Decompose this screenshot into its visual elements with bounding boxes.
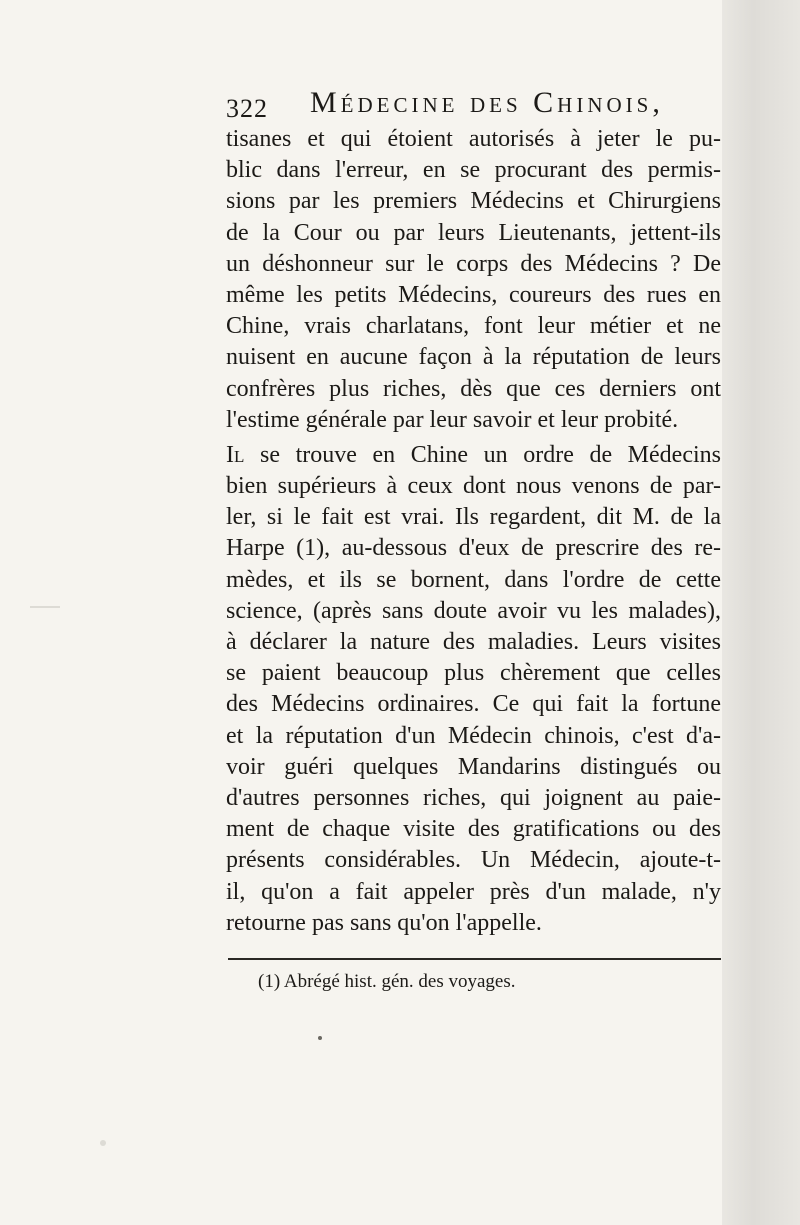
running-title: Médecine des Chinois, (310, 86, 664, 119)
text-line: bien supérieurs à ceux dont nous venons de par- (226, 473, 721, 500)
text-line: mèdes, et ils se bornent, dans l'ordre de cette (226, 566, 721, 593)
text-line: des Médecins ordinaires. Ce qui fait la fortune (226, 691, 721, 718)
page-number: 322 (226, 94, 268, 123)
text-line: un déshonneur sur le corps des Médecins ? De (226, 250, 721, 277)
margin-mark (100, 1140, 106, 1146)
text-line: d'autres personnes riches, qui joignent au paie- (226, 784, 721, 811)
text-line: ment de chaque visite des gratifications ou des (226, 816, 721, 843)
text-line: même les petits Médecins, coureurs des rues en (226, 281, 721, 308)
paragraph-1 (226, 124, 721, 436)
text-line: Chine, vrais charlatans, font leur métier et ne (226, 313, 721, 340)
text-line: ler, si le fait est vrai. Ils regardent, dit M. de la (226, 504, 721, 531)
text-line: Harpe (1), au-dessous d'eux de prescrire des re- (226, 535, 721, 562)
text-line-rest: se trouve en Chine un ordre de Médecins (244, 441, 721, 468)
text-line: nuisent en aucune façon à la réputation de leurs (226, 344, 721, 371)
page-header (226, 86, 721, 126)
ink-speck (318, 1036, 322, 1040)
body-text (226, 124, 721, 939)
text-line: voir guéri quelques Mandarins distingués ou (226, 753, 721, 780)
footnote: (1) Abrégé hist. gén. des voyages. (258, 971, 516, 992)
footnote-rule (228, 958, 721, 960)
text-line: se paient beaucoup plus chèrement que celles (226, 660, 721, 687)
text-line: blic dans l'erreur, en se procurant des permis- (226, 157, 721, 184)
text-line: retourne pas sans qu'on l'appelle. (226, 909, 542, 936)
paragraph-2 (226, 440, 721, 939)
text-line: il, qu'on a fait appeler près d'un malade, n'y (226, 878, 721, 905)
text-line: présents considérables. Un Médecin, ajoute-t- (226, 847, 721, 874)
paragraph-lead-word: Il (226, 441, 245, 468)
text-line: science, (après sans doute avoir vu les malades), (226, 597, 721, 624)
text-line: et la réputation d'un Médecin chinois, c'est d'a- (226, 722, 721, 749)
adjacent-page-edge (722, 0, 800, 1225)
text-line-first (226, 440, 721, 471)
text-line: tisanes et qui étoient autorisés à jeter le pu- (226, 126, 721, 152)
text-line: à déclarer la nature des maladies. Leurs visites (226, 629, 721, 655)
text-line: confrères plus riches, dès que ces derniers ont (226, 375, 721, 402)
margin-mark (30, 606, 60, 608)
text-line: l'estime générale par leur savoir et leur probité. (226, 406, 679, 433)
text-line: sions par les premiers Médecins et Chirurgiens (226, 188, 721, 215)
text-line: de la Cour ou par leurs Lieutenants, jettent-ils (226, 219, 721, 246)
